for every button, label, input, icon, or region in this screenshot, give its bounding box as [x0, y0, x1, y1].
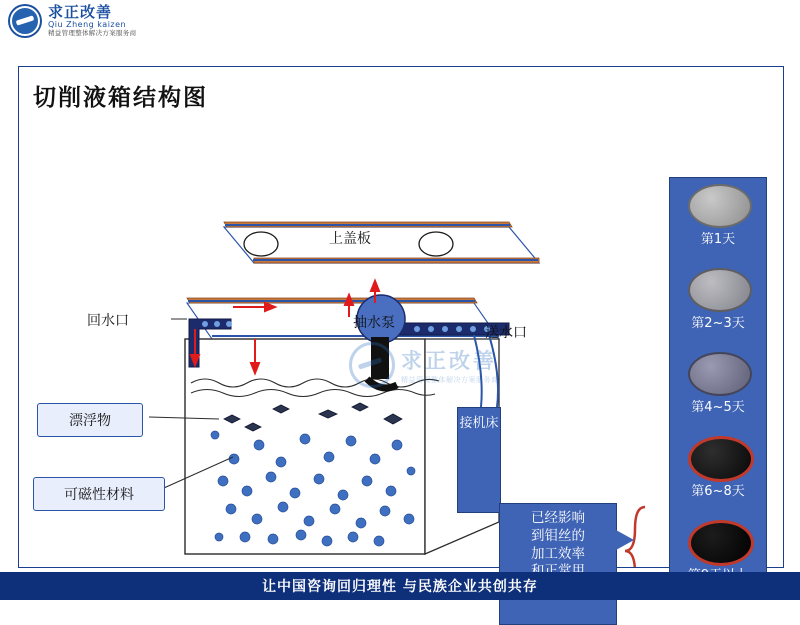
callout-line-1: 已经影响: [531, 510, 585, 526]
slide-frame: [18, 66, 784, 568]
footer-bar: [0, 572, 800, 600]
floating-matter-label: 漂浮物: [37, 403, 143, 437]
return-port-label: 回水口: [87, 313, 129, 329]
pump-label: 抽水泵: [353, 315, 395, 331]
day-label-2: 第2~3天: [691, 316, 745, 331]
day-cell-3: [670, 346, 766, 430]
day-label-1: 第1天: [700, 232, 736, 247]
lid-label: 上盖板: [329, 231, 371, 247]
liquid-sample-icon: [688, 352, 752, 396]
liquid-sample-icon: [688, 436, 754, 482]
liquid-sample-icon: [688, 184, 752, 228]
page-title: 切削液箱结构图: [33, 85, 208, 111]
brand-text: [48, 5, 136, 37]
callout-line-3: 加工效率: [531, 545, 585, 562]
warning-callout: [499, 503, 617, 625]
brand-tagline: 精益管理整体解决方案服务商: [48, 29, 137, 38]
footer-text: 让中国咨询回归理性 与民族企业共创共存: [262, 579, 538, 595]
magnetic-material-label: 可磁性材料: [33, 477, 165, 511]
callout-tail-icon: [616, 530, 634, 550]
callout-line-2: 到钼丝的: [531, 527, 585, 544]
day-cell-2: [670, 262, 766, 346]
supply-port-label: 送水口: [485, 325, 527, 341]
day-cell-1: [670, 178, 766, 262]
brand-logo: [8, 4, 136, 38]
watermark-subtitle: 精益管理整体解决方案服务商: [401, 376, 499, 384]
day-cell-4: [670, 430, 766, 514]
day-label-3: 第4~5天: [691, 400, 745, 415]
day-label-4: 第6~8天: [691, 484, 745, 499]
day-progression-panel: [669, 177, 767, 599]
logo-icon: [8, 4, 42, 38]
machine-label: 接机床: [459, 416, 499, 431]
liquid-sample-icon: [688, 520, 754, 566]
brand-name-cn: 求正改善: [48, 3, 113, 22]
liquid-sample-icon: [688, 268, 752, 312]
watermark-title: 求正改善: [401, 349, 497, 373]
brand-name-en: Qiu Zheng kaizen: [48, 19, 127, 29]
machine-connection-box: [457, 407, 501, 513]
